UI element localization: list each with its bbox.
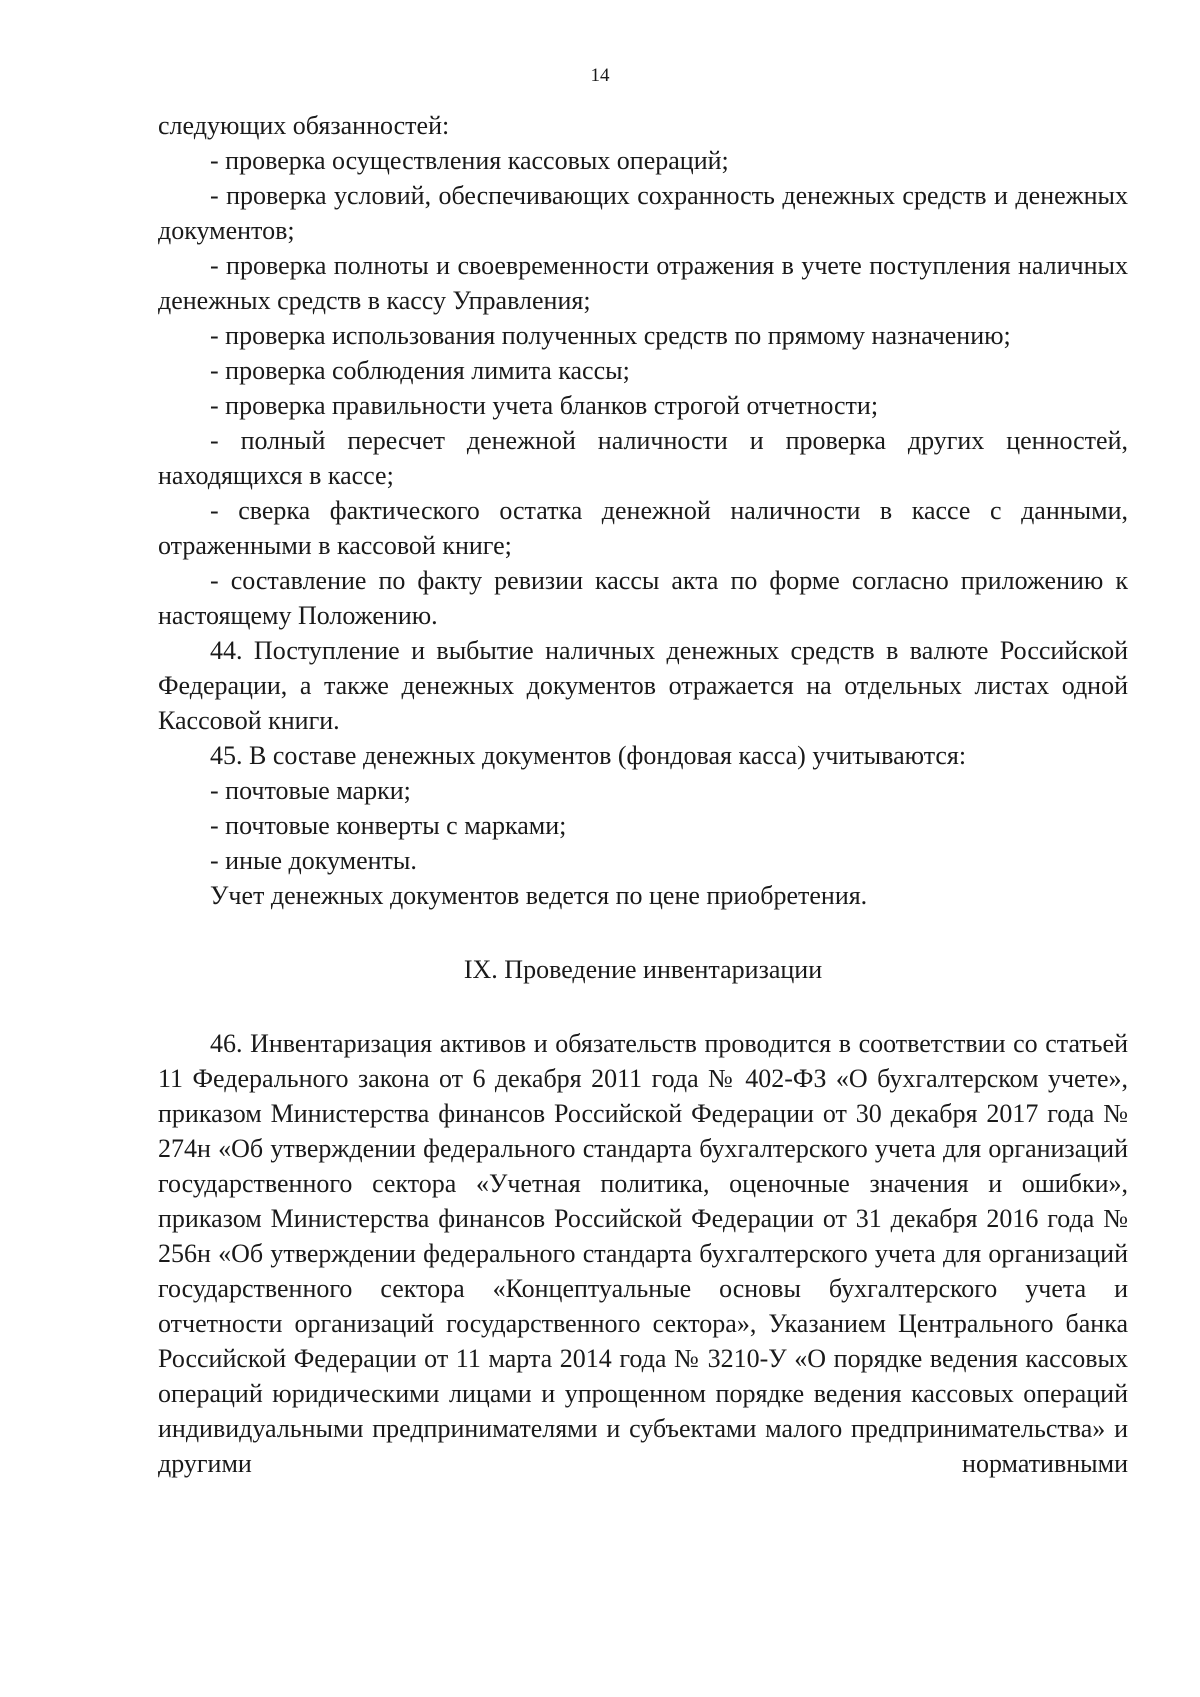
list-item-recount: - полный пересчет денежной наличности и проверка других ценностей, находящихся в кассе; [158, 426, 1128, 490]
list-item-stamped-envelopes: - почтовые конверты с марками; [210, 811, 567, 840]
document-body [158, 108, 1128, 1481]
paragraph-duties-intro: следующих обязанностей: [158, 111, 450, 140]
paragraph-45: 45. В составе денежных документов (фондовая касса) учитываются: [210, 741, 967, 770]
list-item-audit-act: - составление по факту ревизии кассы акта по форме согласно приложению к настоящему Положению. [158, 566, 1128, 630]
list-item-other-documents: - иные документы. [210, 846, 417, 875]
list-item-completeness-check: - проверка полноты и своевременности отражения в учете поступления наличных денежных средств в кассу Управления; [158, 251, 1128, 315]
list-item-reconciliation: - сверка фактического остатка денежной наличности в кассе с данными, отраженными в кассовой книге; [158, 496, 1128, 560]
list-item-forms-check: - проверка правильности учета бланков строгой отчетности; [210, 391, 879, 420]
paragraph-44: 44. Поступление и выбытие наличных денежных средств в валюте Российской Федерации, а также денежных документов отражается на отдельных листах одной Кассовой книги. [158, 636, 1128, 735]
paragraph-46: 46. Инвентаризация активов и обязательств проводится в соответствии со статьей 11 Федерального закона от 6 декабря 2011 года № 402-ФЗ «О бухгалтерском учете», приказом Министерства финансов Российской Федерации от 30 декабря 2017 года № 274н «Об утверждении федерального стандарта бухгалтерского учета для организаций государственного сектора «Учетная политика, оценочные значения и ошибки», приказом Министерства финансов Российской Федерации от 31 декабря 2016 года № 256н «Об утверждении федерального стандарта бухгалтерского учета для организаций государственного сектора «Концептуальные основы бухгалтерского учета и отчетности организаций государственного сектора», Указанием Центрального банка Российской Федерации от 11 марта 2014 года № 3210-У «О порядке ведения кассовых операций юридическими лицами и упрощенном порядке ведения кассовых операций индивидуальными предпринимателями и субъектами малого предпринимательства» и другими нормативными [158, 1029, 1128, 1478]
list-item-cash-operations-check: - проверка осуществления кассовых операций; [210, 146, 729, 175]
list-item-limit-check: - проверка соблюдения лимита кассы; [210, 356, 630, 385]
list-item-postage-stamps: - почтовые марки; [210, 776, 411, 805]
page-number: 14 [590, 65, 610, 86]
list-item-safekeeping-check: - проверка условий, обеспечивающих сохранность денежных средств и денежных документов; [158, 181, 1128, 245]
list-item-usage-check: - проверка использования полученных средств по прямому назначению; [210, 321, 1011, 350]
section-heading: IX. Проведение инвентаризации [463, 955, 823, 984]
paragraph-valuation: Учет денежных документов ведется по цене приобретения. [210, 881, 868, 910]
